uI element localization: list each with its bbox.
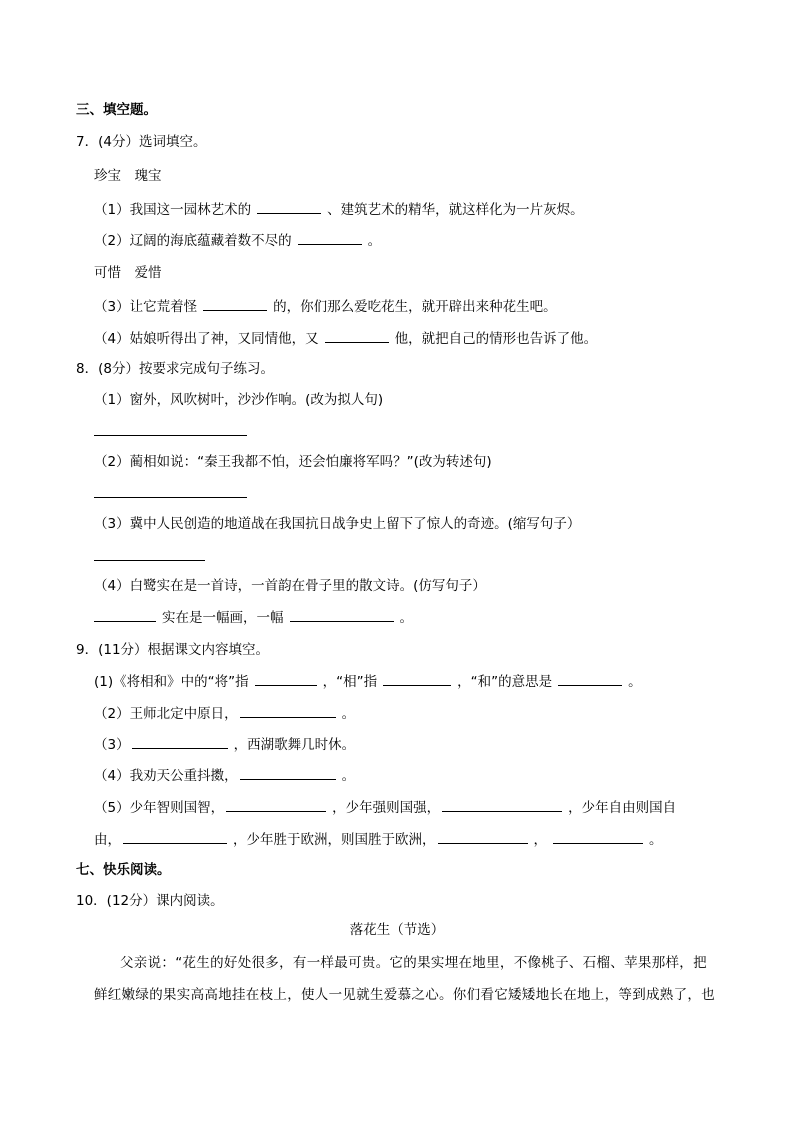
fill-item (94, 230, 381, 251)
fill-item (94, 328, 597, 349)
item-text: 他，就把自己的情形也告诉了他。 (394, 331, 598, 347)
fill-item (94, 797, 676, 818)
fill-item (94, 199, 584, 220)
item-text: ，“和”的意思是 (457, 674, 553, 690)
item-text: ，“相”指 (322, 674, 378, 690)
answer-blank[interactable] (325, 328, 389, 343)
item-text: （4）我劝天公重抖擞， (94, 768, 238, 784)
passage-title: 落花生（节选） (349, 922, 445, 938)
fill-item (94, 765, 355, 786)
answer-blank[interactable] (257, 199, 321, 214)
fill-item (94, 829, 663, 850)
word-choices: 珍宝 瑰宝 (94, 168, 162, 184)
answer-line[interactable] (94, 497, 247, 498)
item-text: （3） (94, 737, 130, 753)
answer-blank[interactable] (123, 829, 227, 844)
item-text: (1)《将相和》中的“将”指 (94, 674, 249, 690)
answer-blank[interactable] (298, 230, 362, 245)
fill-item (94, 703, 355, 724)
fill-item (94, 296, 557, 317)
item-text: 。 (399, 610, 413, 626)
question-title: 7．(4分）选词填空。 (76, 134, 207, 150)
answer-blank[interactable] (94, 607, 156, 622)
item-text: 。 (649, 832, 663, 848)
answer-blank[interactable] (290, 607, 394, 622)
item-text: （2）辽阔的海底蕴藏着数不尽的 (94, 233, 292, 249)
answer-line[interactable] (94, 560, 205, 561)
item-text: ，少年强则国强， (332, 800, 441, 816)
item-text: 实在是一幅画，一幅 (162, 610, 284, 626)
fill-item (94, 607, 413, 628)
item-text: ，少年自由则国自 (568, 800, 677, 816)
answer-blank[interactable] (553, 829, 643, 844)
item-text: （1）我国这一园林艺术的 (94, 202, 252, 218)
item-text: 。 (628, 674, 642, 690)
item-text: （3）让它荒着怪 (94, 299, 198, 315)
question-title: 10．(12分）课内阅读。 (76, 893, 224, 909)
item-text: （5）少年智则国智， (94, 800, 225, 816)
fill-item (94, 734, 355, 755)
answer-blank[interactable] (558, 671, 622, 686)
question-title: 9．(11分）根据课文内容填空。 (76, 642, 270, 658)
exercise-item: （3）冀中人民创造的地道战在我国抗日战争史上留下了惊人的奇迹。(缩写句子） (94, 516, 581, 532)
exercise-item: （4）白鹭实在是一首诗，一首韵在骨子里的散文诗。(仿写句子） (94, 578, 486, 594)
answer-blank[interactable] (203, 296, 267, 311)
passage-line: 鲜红嫩绿的果实高高地挂在枝上，使人一见就生爱慕之心。你们看它矮矮地长在地上，等到成熟了，也 (94, 987, 715, 1003)
item-text: ， (533, 832, 547, 848)
item-text: 。 (341, 706, 356, 722)
word-choices: 可惜 爱惜 (94, 265, 162, 281)
answer-blank[interactable] (226, 797, 326, 812)
answer-blank[interactable] (442, 797, 562, 812)
section-heading: 三、填空题。 (76, 102, 157, 118)
item-text: 由， (94, 832, 121, 848)
item-text: （2）王师北定中原日， (94, 706, 238, 722)
answer-blank[interactable] (240, 703, 336, 718)
answer-blank[interactable] (132, 734, 228, 749)
item-text: 、建筑艺术的精华，就这样化为一片灰烬。 (327, 202, 584, 218)
exercise-item: （1）窗外，风吹树叶，沙沙作响。(改为拟人句) (94, 392, 384, 408)
answer-blank[interactable] (383, 671, 451, 686)
item-text: ，西湖歌舞几时休。 (233, 737, 356, 753)
answer-blank[interactable] (255, 671, 317, 686)
fill-item (94, 671, 642, 692)
item-text: 。 (367, 233, 382, 249)
answer-blank[interactable] (438, 829, 528, 844)
exercise-item: （2）蔺相如说：“秦王我都不怕，还会怕廉将军吗？”(改为转述句) (94, 454, 492, 470)
item-text: ，少年胜于欧洲，则国胜于欧洲， (233, 832, 436, 848)
answer-blank[interactable] (240, 765, 336, 780)
section-heading: 七、快乐阅读。 (76, 862, 171, 878)
item-text: 的，你们那么爱吃花生，就开辟出来种花生吧。 (273, 299, 557, 315)
answer-line[interactable] (94, 435, 247, 436)
passage-line: 父亲说：“花生的好处很多，有一样最可贵。它的果实埋在地里，不像桃子、石榴、苹果那样，把 (120, 955, 707, 971)
item-text: 。 (341, 768, 356, 784)
item-text: （4）姑娘听得出了神，又同情他，又 (94, 331, 319, 347)
question-title: 8．(8分）按要求完成句子练习。 (76, 361, 274, 377)
